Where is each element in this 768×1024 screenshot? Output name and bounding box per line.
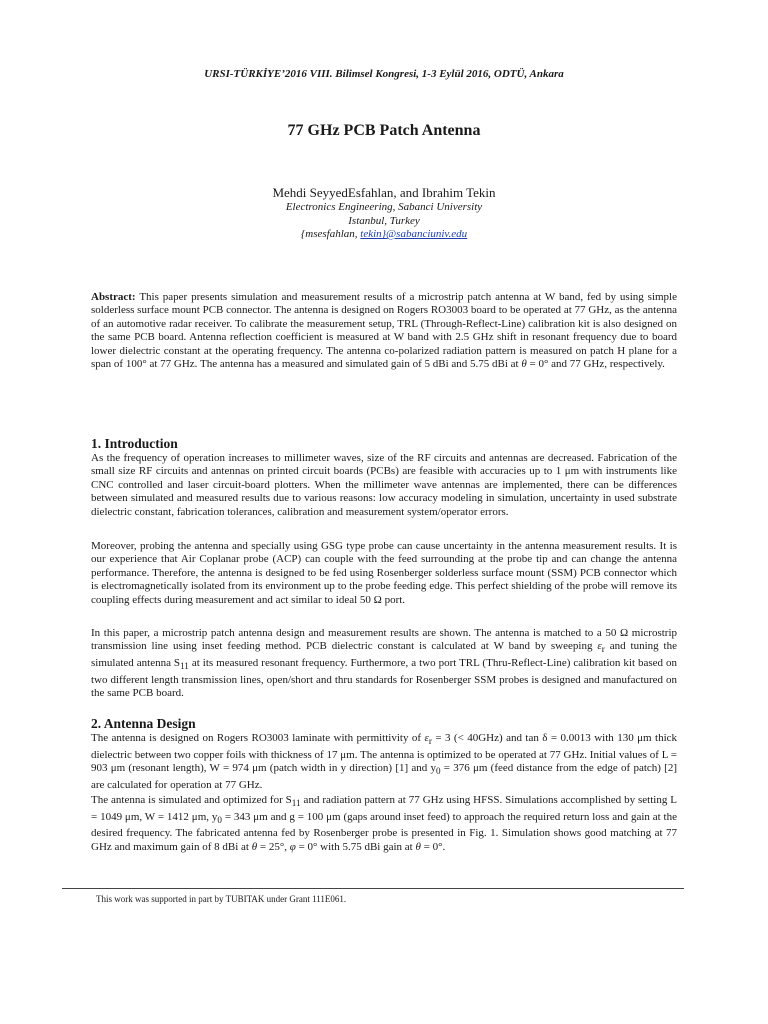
author-location: Istanbul, Turkey	[348, 214, 420, 227]
intro-paragraph-3	[91, 627, 677, 700]
design-p2-f: = 0°.	[420, 840, 446, 853]
conference-header: URSI-TÜRKİYE’2016 VIII. Bilimsel Kongresi, 1-3 Eylül 2016, ODTÜ, Ankara	[204, 68, 564, 80]
s11-subscript: 11	[180, 661, 189, 672]
epsilon-symbol: ε	[424, 732, 429, 744]
abstract-label: Abstract:	[91, 291, 136, 303]
footnote: This work was supported in part by TUBITAK under Grant 111E061.	[96, 894, 347, 904]
design-p2-c: = 343 μm and g = 100 μm (gaps around inset feed) to approach the required return loss and gain at the desired frequency. The fabricated antenna fed by Rosenberger probe is presented in Fig. 1. Simulation shows good matching at 77 GHz and maximum gain of 8 dBi at	[91, 810, 677, 853]
epsilon-subscript: r	[428, 736, 432, 747]
s11-subscript: 11	[291, 798, 301, 809]
intro-paragraph-2: Moreover, probing the antenna and specially using GSG type probe can cause uncertainty in the antenna measurement results. It is our experience that Air Coplanar probe (ACP) can couple with the feed surrounding at the probe tip and can change the antenna performance. Therefore, the antenna is designed to be fed using Rosenberger solderless surface mount (SSM) PCB connector which is electromagnetically isolated from its environment up to the probe feeding edge. This perfect shielding of the probe will remove its coupling effects during measurement and act similar to ideal 50 Ω port.	[91, 540, 677, 606]
email-prefix: {msesfahlan,	[300, 228, 361, 240]
email-link[interactable]: tekin}@sabanciuniv.edu	[360, 228, 468, 240]
design-p1-a: The antenna is designed on Rogers RO3003 laminate with permittivity of	[91, 732, 425, 744]
design-p1-b: = 3 (< 40GHz) and tan δ = 0.0013 with 130 μm thick dielectric between two copper foils with thickness of 17 μm. The antenna is optimized to be operated at 77 GHz. Initial values of L = 903 μm (resonant length), W = 974 μm (patch width in y direction) [1] and y	[91, 732, 678, 774]
section-heading-antenna-design: 2. Antenna Design	[91, 716, 196, 731]
theta-symbol: θ	[251, 840, 258, 853]
author-names: Mehdi SeyyedEsfahlan, and Ibrahim Tekin	[272, 185, 496, 200]
abstract-text-2: = 0° and 77 GHz, respectively.	[526, 358, 665, 371]
footnote-divider	[62, 888, 684, 889]
design-p2-a: The antenna is simulated and optimized for S	[91, 794, 292, 806]
y0-subscript: 0	[217, 814, 222, 825]
intro-p3-c: at its measured resonant frequency. Furthermore, a two port TRL (Thru-Reflect-Line) calibration kit based on two different length transmission lines, open/short and thru standards for Rosenberger SSM probes is designed and manufactured on the same PCB board.	[91, 657, 678, 699]
intro-p3-b: and tuning the simulated antenna S	[91, 640, 677, 669]
intro-paragraph-1: As the frequency of operation increases to millimeter waves, size of the RF circuits and antennas are decreased. Fabrication of the small size RF circuits and antennas on printed circuit boards (PCBs) are feasible with accuracies up to 1 μm with instruments like CNC controlled and laser circuit-board plotters. When the millimeter wave antennas are implemented, there can be differences between simulated and measured results due to various reasons: low accuracy modeling in simulation, uncertainty in used substrate dielectric constant, fabrication tolerances, calibration and measurement system/operator errors.	[91, 452, 677, 518]
abstract-text-1: This paper presents simulation and measurement results of a microstrip patch antenna at W band, fed by using simple solderless surface mount PCB connector. The antenna is designed on Rogers RO3003 board to be operated at 77 GHz, as the antenna of an automotive radar receiver. To calibrate the measurement setup, TRL (Through-Reflect-Line) calibration kit is also designed on the same PCB board. Antenna reflection coefficient is measured at W band with 2.5 GHz shift in resonant frequency due to board lower dielectric constant at the operating frequency. The antenna co-polarized radiation pattern is measured on patch H plane for a span of 100° at 77 GHz. The antenna has a measured and simulated gain of 5 dBi and 5.75 dBi at	[91, 291, 677, 371]
y0-subscript: 0	[436, 766, 441, 777]
phi-symbol: φ	[289, 840, 296, 853]
design-p2-d: = 25°,	[257, 840, 290, 853]
design-paragraph-2	[91, 794, 677, 854]
paper-title: 77 GHz PCB Patch Antenna	[287, 122, 481, 139]
design-p1-c: = 376 μm (feed distance from the edge of patch) [2] are calculated for operation at 77 GHz.	[91, 762, 677, 791]
abstract	[91, 291, 677, 371]
theta-symbol: θ	[521, 358, 527, 371]
design-p2-b: and radiation pattern at 77 GHz using HFSS. Simulations accomplished by setting L = 1049 μm, W = 1412 μm, y	[91, 794, 678, 823]
epsilon-symbol: ε	[597, 640, 602, 653]
design-paragraph-1	[91, 732, 677, 792]
author-emails	[0, 228, 768, 242]
intro-p3-a: In this paper, a microstrip patch antenna design and measurement results are shown. The antenna is matched to a 50 Ω microstrip transmission line using inset feeding method. PCB dielectric constant is calculated at W band by sweeping	[91, 627, 677, 653]
authors-block	[0, 184, 768, 242]
design-p2-e: = 0° with 5.75 dBi gain at	[295, 840, 416, 853]
epsilon-subscript: r	[601, 644, 605, 655]
author-affiliation: Electronics Engineering, Sabanci University	[285, 201, 483, 213]
section-heading-introduction: 1. Introduction	[91, 436, 178, 451]
theta-symbol: θ	[415, 840, 421, 853]
